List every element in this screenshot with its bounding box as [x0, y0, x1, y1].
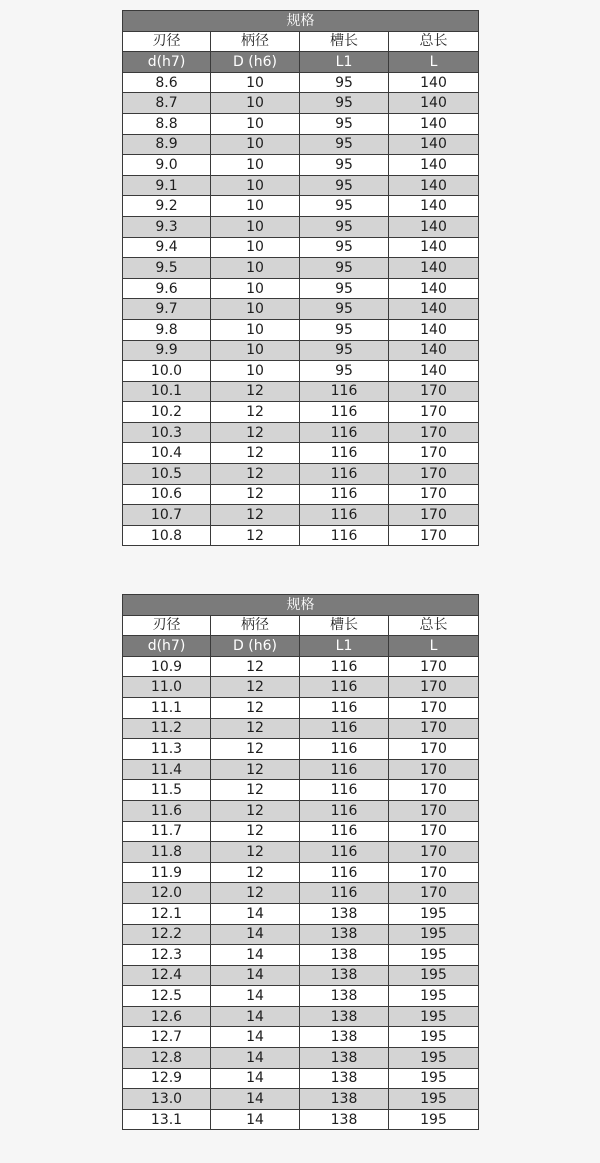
column-symbol: d(h7) — [123, 52, 211, 73]
table-cell: 8.8 — [123, 113, 211, 134]
table-cell: 14 — [211, 986, 300, 1007]
table-cell: 195 — [389, 1048, 479, 1069]
column-symbol-row — [123, 636, 479, 657]
table-cell: 138 — [300, 945, 389, 966]
table-cell: 10.7 — [123, 505, 211, 526]
table-cell: 9.2 — [123, 196, 211, 217]
table-cell: 12 — [211, 443, 300, 464]
table-cell: 10 — [211, 155, 300, 176]
table-row — [123, 924, 479, 945]
table-cell: 12.1 — [123, 903, 211, 924]
table-cell: 140 — [389, 319, 479, 340]
table-cell: 140 — [389, 134, 479, 155]
table-cell: 10.2 — [123, 402, 211, 423]
column-symbol: L — [389, 52, 479, 73]
table-cell: 140 — [389, 340, 479, 361]
table-cell: 14 — [211, 1068, 300, 1089]
table-cell: 138 — [300, 965, 389, 986]
spec-table — [122, 10, 479, 546]
table-cell: 14 — [211, 924, 300, 945]
table-cell: 95 — [300, 237, 389, 258]
table-cell: 10.9 — [123, 656, 211, 677]
table-cell: 12.6 — [123, 1006, 211, 1027]
table-row — [123, 361, 479, 382]
table-cell: 10 — [211, 72, 300, 93]
table-cell: 140 — [389, 258, 479, 279]
table-row — [123, 1048, 479, 1069]
table-cell: 11.6 — [123, 800, 211, 821]
column-symbol: L1 — [300, 52, 389, 73]
table-cell: 12.5 — [123, 986, 211, 1007]
table-cell: 12 — [211, 800, 300, 821]
column-name: 刃径 — [123, 31, 211, 52]
table-row — [123, 340, 479, 361]
table-row — [123, 1006, 479, 1027]
table-cell: 170 — [389, 821, 479, 842]
column-symbol-row — [123, 52, 479, 73]
table-cell: 12 — [211, 505, 300, 526]
table-cell: 140 — [389, 237, 479, 258]
table-row — [123, 258, 479, 279]
table-row — [123, 134, 479, 155]
table-cell: 14 — [211, 1048, 300, 1069]
column-name: 柄径 — [211, 615, 300, 636]
table-cell: 195 — [389, 1006, 479, 1027]
table-cell: 12 — [211, 780, 300, 801]
table-cell: 14 — [211, 965, 300, 986]
table-cell: 140 — [389, 155, 479, 176]
table-cell: 11.9 — [123, 862, 211, 883]
table-cell: 10.0 — [123, 361, 211, 382]
column-name: 总长 — [389, 615, 479, 636]
table-row — [123, 759, 479, 780]
table-cell: 95 — [300, 93, 389, 114]
table-cell: 10 — [211, 216, 300, 237]
table-row — [123, 986, 479, 1007]
table-cell: 95 — [300, 155, 389, 176]
table-cell: 170 — [389, 697, 479, 718]
table-cell: 10 — [211, 319, 300, 340]
table-cell: 12 — [211, 718, 300, 739]
table-cell: 95 — [300, 319, 389, 340]
table-cell: 195 — [389, 1089, 479, 1110]
title-row — [123, 595, 479, 616]
table-cell: 170 — [389, 739, 479, 760]
table-cell: 95 — [300, 258, 389, 279]
table-cell: 170 — [389, 484, 479, 505]
table-cell: 10 — [211, 237, 300, 258]
table-row — [123, 443, 479, 464]
table-cell: 12 — [211, 484, 300, 505]
table-cell: 14 — [211, 1027, 300, 1048]
table-cell: 9.7 — [123, 299, 211, 320]
table-cell: 170 — [389, 422, 479, 443]
column-name-row — [123, 615, 479, 636]
table-cell: 13.0 — [123, 1089, 211, 1110]
table-cell: 95 — [300, 340, 389, 361]
table-row — [123, 93, 479, 114]
table-cell: 95 — [300, 299, 389, 320]
table-cell: 10.1 — [123, 381, 211, 402]
table-cell: 9.3 — [123, 216, 211, 237]
table-row — [123, 155, 479, 176]
table-cell: 9.1 — [123, 175, 211, 196]
table-cell: 140 — [389, 196, 479, 217]
table-row — [123, 697, 479, 718]
table-cell: 140 — [389, 175, 479, 196]
table-cell: 12.0 — [123, 883, 211, 904]
table-row — [123, 299, 479, 320]
table-cell: 95 — [300, 361, 389, 382]
table-title: 规格 — [123, 595, 479, 616]
table-row — [123, 216, 479, 237]
table-cell: 10.8 — [123, 525, 211, 546]
table-cell: 95 — [300, 113, 389, 134]
table-row — [123, 821, 479, 842]
table-cell: 14 — [211, 945, 300, 966]
table-cell: 195 — [389, 903, 479, 924]
table-cell: 138 — [300, 1048, 389, 1069]
table-cell: 170 — [389, 883, 479, 904]
table-cell: 10 — [211, 93, 300, 114]
table-header — [123, 595, 479, 657]
column-symbol: L1 — [300, 636, 389, 657]
table-row — [123, 319, 479, 340]
column-symbol: d(h7) — [123, 636, 211, 657]
table-cell: 9.5 — [123, 258, 211, 279]
table-cell: 140 — [389, 72, 479, 93]
table-cell: 140 — [389, 93, 479, 114]
table-row — [123, 903, 479, 924]
table-cell: 116 — [300, 677, 389, 698]
table-row — [123, 113, 479, 134]
table-cell: 9.0 — [123, 155, 211, 176]
table-cell: 170 — [389, 800, 479, 821]
table-cell: 9.8 — [123, 319, 211, 340]
table-title: 规格 — [123, 11, 479, 32]
table-cell: 14 — [211, 903, 300, 924]
table-cell: 170 — [389, 842, 479, 863]
table-row — [123, 422, 479, 443]
table-row — [123, 484, 479, 505]
table-cell: 116 — [300, 739, 389, 760]
table-cell: 116 — [300, 656, 389, 677]
table-cell: 8.7 — [123, 93, 211, 114]
table-cell: 170 — [389, 677, 479, 698]
table-cell: 11.4 — [123, 759, 211, 780]
table-row — [123, 402, 479, 423]
spec-table — [122, 594, 479, 1130]
table-row — [123, 1068, 479, 1089]
table-cell: 12 — [211, 525, 300, 546]
table-cell: 138 — [300, 1068, 389, 1089]
table-cell: 12.8 — [123, 1048, 211, 1069]
table-row — [123, 862, 479, 883]
table-cell: 12 — [211, 402, 300, 423]
table-cell: 116 — [300, 464, 389, 485]
table-cell: 11.1 — [123, 697, 211, 718]
table-cell: 10 — [211, 278, 300, 299]
table-cell: 8.9 — [123, 134, 211, 155]
table-cell: 116 — [300, 443, 389, 464]
table-row — [123, 800, 479, 821]
table-row — [123, 72, 479, 93]
table-row — [123, 656, 479, 677]
table-cell: 10 — [211, 113, 300, 134]
column-symbol: D (h6) — [211, 52, 300, 73]
table-cell: 9.9 — [123, 340, 211, 361]
title-row — [123, 11, 479, 32]
table-cell: 12.7 — [123, 1027, 211, 1048]
table-cell: 195 — [389, 965, 479, 986]
table-cell: 138 — [300, 1109, 389, 1130]
table-row — [123, 1109, 479, 1130]
table-cell: 12.2 — [123, 924, 211, 945]
table-cell: 170 — [389, 862, 479, 883]
table-cell: 116 — [300, 718, 389, 739]
table-cell: 170 — [389, 381, 479, 402]
table-cell: 10 — [211, 175, 300, 196]
table-cell: 116 — [300, 759, 389, 780]
table-cell: 170 — [389, 443, 479, 464]
table-row — [123, 525, 479, 546]
table-row — [123, 1089, 479, 1110]
table-cell: 12 — [211, 697, 300, 718]
table-row — [123, 278, 479, 299]
table-cell: 140 — [389, 216, 479, 237]
column-symbol: D (h6) — [211, 636, 300, 657]
table-header — [123, 11, 479, 73]
table-cell: 116 — [300, 381, 389, 402]
table-cell: 195 — [389, 1027, 479, 1048]
table-cell: 10 — [211, 299, 300, 320]
table-cell: 95 — [300, 278, 389, 299]
table-cell: 116 — [300, 525, 389, 546]
table-cell: 195 — [389, 986, 479, 1007]
table-cell: 95 — [300, 72, 389, 93]
table-row — [123, 780, 479, 801]
table-cell: 138 — [300, 1027, 389, 1048]
table-row — [123, 945, 479, 966]
table-cell: 170 — [389, 656, 479, 677]
table-cell: 138 — [300, 1089, 389, 1110]
table-row — [123, 175, 479, 196]
table-row — [123, 883, 479, 904]
table-cell: 95 — [300, 134, 389, 155]
table-row — [123, 965, 479, 986]
table-cell: 12 — [211, 677, 300, 698]
table-cell: 12 — [211, 381, 300, 402]
table-cell: 12 — [211, 464, 300, 485]
table-cell: 11.7 — [123, 821, 211, 842]
table-cell: 138 — [300, 903, 389, 924]
table-cell: 170 — [389, 505, 479, 526]
table-cell: 11.0 — [123, 677, 211, 698]
table-cell: 14 — [211, 1089, 300, 1110]
table-cell: 12.9 — [123, 1068, 211, 1089]
table-cell: 12 — [211, 821, 300, 842]
table-cell: 13.1 — [123, 1109, 211, 1130]
table-cell: 138 — [300, 986, 389, 1007]
table-cell: 140 — [389, 278, 479, 299]
table-cell: 12 — [211, 862, 300, 883]
table-row — [123, 739, 479, 760]
table-cell: 11.5 — [123, 780, 211, 801]
table-cell: 170 — [389, 464, 479, 485]
table-row — [123, 677, 479, 698]
table-cell: 12.4 — [123, 965, 211, 986]
table-cell: 12 — [211, 739, 300, 760]
table-row — [123, 842, 479, 863]
column-symbol: L — [389, 636, 479, 657]
table-cell: 116 — [300, 800, 389, 821]
table-row — [123, 1027, 479, 1048]
table-row — [123, 718, 479, 739]
table-cell: 10 — [211, 258, 300, 279]
table-row — [123, 237, 479, 258]
table-cell: 116 — [300, 883, 389, 904]
table-cell: 10.5 — [123, 464, 211, 485]
table-cell: 14 — [211, 1006, 300, 1027]
table-cell: 116 — [300, 842, 389, 863]
table-cell: 116 — [300, 505, 389, 526]
table-cell: 138 — [300, 924, 389, 945]
table-cell: 195 — [389, 945, 479, 966]
table-row — [123, 381, 479, 402]
table-cell: 10.6 — [123, 484, 211, 505]
table-cell: 10 — [211, 361, 300, 382]
table-row — [123, 505, 479, 526]
table-body — [123, 72, 479, 546]
table-cell: 95 — [300, 175, 389, 196]
table-cell: 12.3 — [123, 945, 211, 966]
column-name-row — [123, 31, 479, 52]
column-name: 槽长 — [300, 31, 389, 52]
table-body — [123, 656, 479, 1130]
table-cell: 9.4 — [123, 237, 211, 258]
table-cell: 95 — [300, 216, 389, 237]
table-cell: 8.6 — [123, 72, 211, 93]
table-cell: 195 — [389, 1068, 479, 1089]
table-cell: 170 — [389, 780, 479, 801]
table-cell: 116 — [300, 780, 389, 801]
table-cell: 170 — [389, 759, 479, 780]
table-cell: 10 — [211, 134, 300, 155]
column-name: 槽长 — [300, 615, 389, 636]
column-name: 刃径 — [123, 615, 211, 636]
table-cell: 12 — [211, 842, 300, 863]
table-cell: 140 — [389, 113, 479, 134]
table-cell: 14 — [211, 1109, 300, 1130]
table-cell: 12 — [211, 759, 300, 780]
table-cell: 11.3 — [123, 739, 211, 760]
table-cell: 116 — [300, 402, 389, 423]
table-cell: 140 — [389, 361, 479, 382]
table-cell: 10 — [211, 196, 300, 217]
table-cell: 116 — [300, 697, 389, 718]
table-cell: 170 — [389, 402, 479, 423]
table-cell: 116 — [300, 422, 389, 443]
table-cell: 12 — [211, 656, 300, 677]
table-cell: 195 — [389, 1109, 479, 1130]
table-cell: 11.8 — [123, 842, 211, 863]
table-cell: 116 — [300, 862, 389, 883]
table-cell: 116 — [300, 484, 389, 505]
table-cell: 170 — [389, 718, 479, 739]
table-cell: 138 — [300, 1006, 389, 1027]
table-cell: 195 — [389, 924, 479, 945]
table-cell: 10 — [211, 340, 300, 361]
table-cell: 95 — [300, 196, 389, 217]
column-name: 总长 — [389, 31, 479, 52]
table-cell: 10.4 — [123, 443, 211, 464]
table-cell: 10.3 — [123, 422, 211, 443]
table-row — [123, 464, 479, 485]
table-cell: 140 — [389, 299, 479, 320]
column-name: 柄径 — [211, 31, 300, 52]
table-row — [123, 196, 479, 217]
table-cell: 11.2 — [123, 718, 211, 739]
table-cell: 9.6 — [123, 278, 211, 299]
table-cell: 12 — [211, 422, 300, 443]
table-cell: 12 — [211, 883, 300, 904]
table-cell: 170 — [389, 525, 479, 546]
table-cell: 116 — [300, 821, 389, 842]
